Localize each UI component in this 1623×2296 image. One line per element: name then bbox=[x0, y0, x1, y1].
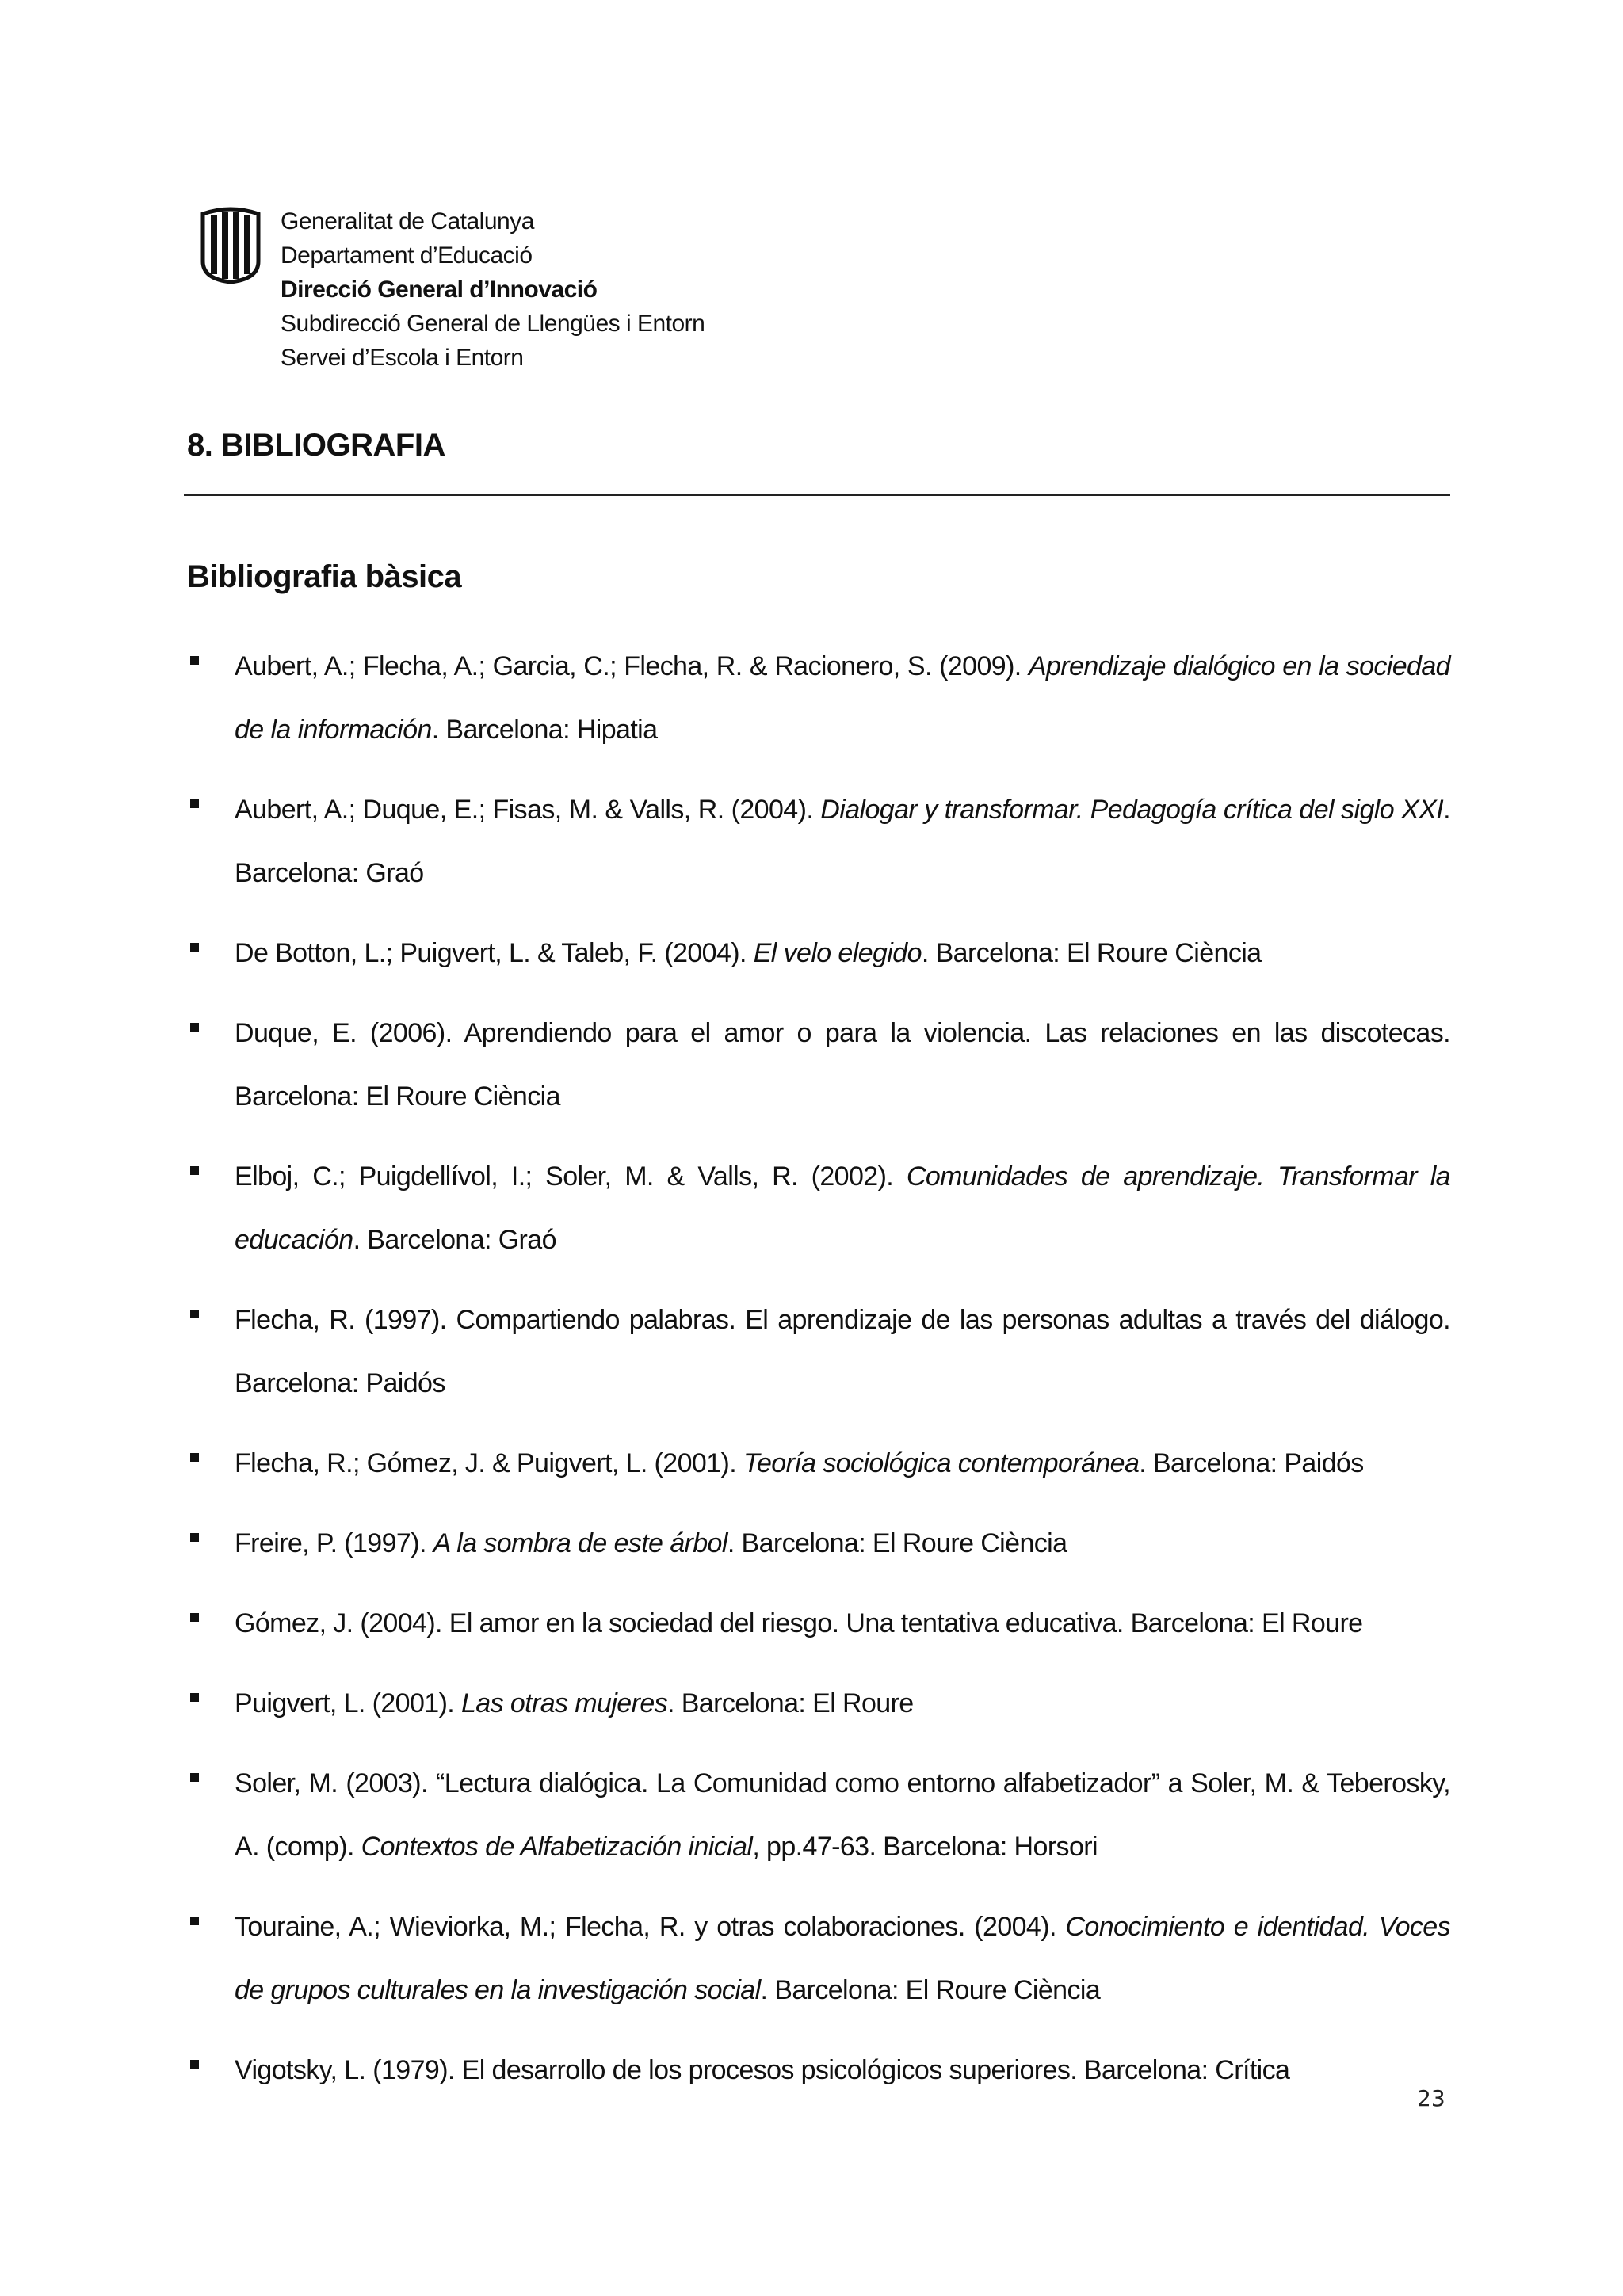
bullet-icon bbox=[187, 2039, 235, 2102]
bibliography-entry bbox=[187, 1592, 1450, 1655]
bibliography-entry bbox=[187, 1512, 1450, 1575]
entry-text bbox=[235, 1432, 1450, 1495]
entry-publisher: , pp.47-63. Barcelona: Horsori bbox=[752, 1832, 1098, 1862]
generalitat-logo-icon bbox=[198, 206, 263, 284]
entry-authors: Flecha, R.; Gómez, J. & Puigvert, L. (2001). bbox=[235, 1448, 743, 1478]
bibliography-entry bbox=[187, 1288, 1450, 1415]
subsection-title: Bibliografia bàsica bbox=[187, 559, 462, 594]
entry-text bbox=[235, 1512, 1450, 1575]
org-line-1: Generalitat de Catalunya bbox=[281, 208, 534, 235]
bibliography-entry bbox=[187, 1001, 1450, 1128]
entry-text bbox=[235, 1592, 1450, 1655]
bullet-icon bbox=[187, 1432, 235, 1495]
entry-authors: Flecha, R. (1997). Compartiendo palabras. El aprendizaje de las personas adultas a través del diálogo. Barcelona: Paidós bbox=[235, 1305, 1450, 1398]
page-number: 23 bbox=[1417, 2085, 1445, 2111]
entry-title: A la sombra de este árbol bbox=[433, 1528, 727, 1558]
entry-authors: Elboj, C.; Puigdellívol, I.; Soler, M. & Valls, R. (2002). bbox=[235, 1161, 907, 1192]
entry-publisher: . Barcelona: El Roure bbox=[667, 1688, 914, 1718]
entry-text bbox=[235, 1672, 1450, 1735]
bibliography-entry bbox=[187, 1672, 1450, 1735]
bibliography-entry bbox=[187, 2039, 1450, 2102]
bullet-icon bbox=[187, 1592, 235, 1655]
bibliography-entry bbox=[187, 1895, 1450, 2022]
entry-authors: Soler, M. (2003). “Lectura dialógica. La Comunidad como entorno alfabetizador” a Soler, M. & Teberosky, A. (comp). bbox=[235, 1768, 1450, 1862]
entry-title: El velo elegido bbox=[753, 938, 922, 968]
entry-text bbox=[235, 921, 1450, 985]
entry-text bbox=[235, 1895, 1450, 2022]
bibliography-entry bbox=[187, 921, 1450, 985]
entry-title: Contextos de Alfabetización inicial bbox=[361, 1832, 753, 1862]
entry-title: Dialogar y transformar. Pedagogía crítica del siglo XXI bbox=[820, 795, 1444, 825]
bibliography-entry bbox=[187, 1145, 1450, 1272]
entry-title: Conocimiento e identidad. Voces de grupos culturales en la investigación social bbox=[235, 1912, 1450, 2005]
entry-publisher: . Barcelona: Graó bbox=[353, 1225, 556, 1255]
entry-publisher: . Barcelona: Paidós bbox=[1139, 1448, 1364, 1478]
entry-title: Teoría sociológica contemporánea bbox=[743, 1448, 1140, 1478]
entry-text bbox=[235, 2039, 1450, 2102]
bullet-icon bbox=[187, 921, 235, 985]
bibliography-entry bbox=[187, 1432, 1450, 1495]
org-line-2: Departament d’Educació bbox=[281, 242, 533, 269]
bullet-icon bbox=[187, 635, 235, 761]
bullet-icon bbox=[187, 1145, 235, 1272]
section-title: 8. BIBLIOGRAFIA bbox=[187, 428, 445, 463]
entry-text bbox=[235, 1145, 1450, 1272]
entry-publisher: . Barcelona: El Roure Ciència bbox=[921, 938, 1262, 968]
bullet-icon bbox=[187, 1752, 235, 1878]
entry-text bbox=[235, 1288, 1450, 1415]
entry-publisher: . Barcelona: El Roure Ciència bbox=[760, 1975, 1101, 2005]
entry-title: Aprendizaje dialógico en la sociedad de la información bbox=[235, 651, 1450, 745]
letterhead bbox=[198, 204, 705, 375]
entry-authors: Touraine, A.; Wieviorka, M.; Flecha, R. y otras colaboraciones. (2004). bbox=[235, 1912, 1066, 1942]
entry-authors: Duque, E. (2006). Aprendiendo para el amor o para la violencia. Las relaciones en las discotecas. Barcelona: El Roure Ciència bbox=[235, 1018, 1450, 1112]
org-line-3: Direcció General d’Innovació bbox=[281, 277, 598, 303]
org-line-4: Subdirecció General de Llengües i Entorn bbox=[281, 311, 705, 337]
entry-authors: Vigotsky, L. (1979). El desarrollo de los procesos psicológicos superiores. Barcelona: Crítica bbox=[235, 2055, 1290, 2085]
entry-text bbox=[235, 1001, 1450, 1128]
entry-text bbox=[235, 778, 1450, 905]
bullet-icon bbox=[187, 1288, 235, 1415]
entry-authors: Freire, P. (1997). bbox=[235, 1528, 433, 1558]
bullet-icon bbox=[187, 1895, 235, 2022]
org-line-5: Servei d’Escola i Entorn bbox=[281, 345, 524, 371]
entry-text bbox=[235, 1752, 1450, 1878]
entry-title: Comunidades de aprendizaje. Transformar la educación bbox=[235, 1161, 1450, 1255]
entry-title: Las otras mujeres bbox=[461, 1688, 668, 1718]
entry-authors: Puigvert, L. (2001). bbox=[235, 1688, 461, 1718]
entry-authors: Aubert, A.; Flecha, A.; Garcia, C.; Flecha, R. & Racionero, S. (2009). bbox=[235, 651, 1029, 681]
entry-publisher: . Barcelona: El Roure Ciència bbox=[727, 1528, 1067, 1558]
section-divider bbox=[184, 494, 1450, 496]
bullet-icon bbox=[187, 778, 235, 905]
entry-publisher: . Barcelona: Hipatia bbox=[431, 715, 658, 745]
bullet-icon bbox=[187, 1512, 235, 1575]
entry-text bbox=[235, 635, 1450, 761]
bullet-icon bbox=[187, 1001, 235, 1128]
bibliography-entry bbox=[187, 635, 1450, 761]
entry-authors: De Botton, L.; Puigvert, L. & Taleb, F. (2004). bbox=[235, 938, 754, 968]
bibliography-entry bbox=[187, 778, 1450, 905]
entry-authors: Gómez, J. (2004). El amor en la sociedad del riesgo. Una tentativa educativa. Barcelona: El Roure bbox=[235, 1608, 1363, 1638]
bullet-icon bbox=[187, 1672, 235, 1735]
bibliography-list bbox=[187, 635, 1450, 2119]
organization-name bbox=[281, 204, 705, 375]
entry-authors: Aubert, A.; Duque, E.; Fisas, M. & Valls, R. (2004). bbox=[235, 795, 821, 825]
bibliography-entry bbox=[187, 1752, 1450, 1878]
entry-publisher: . Barcelona: Graó bbox=[235, 795, 1451, 888]
